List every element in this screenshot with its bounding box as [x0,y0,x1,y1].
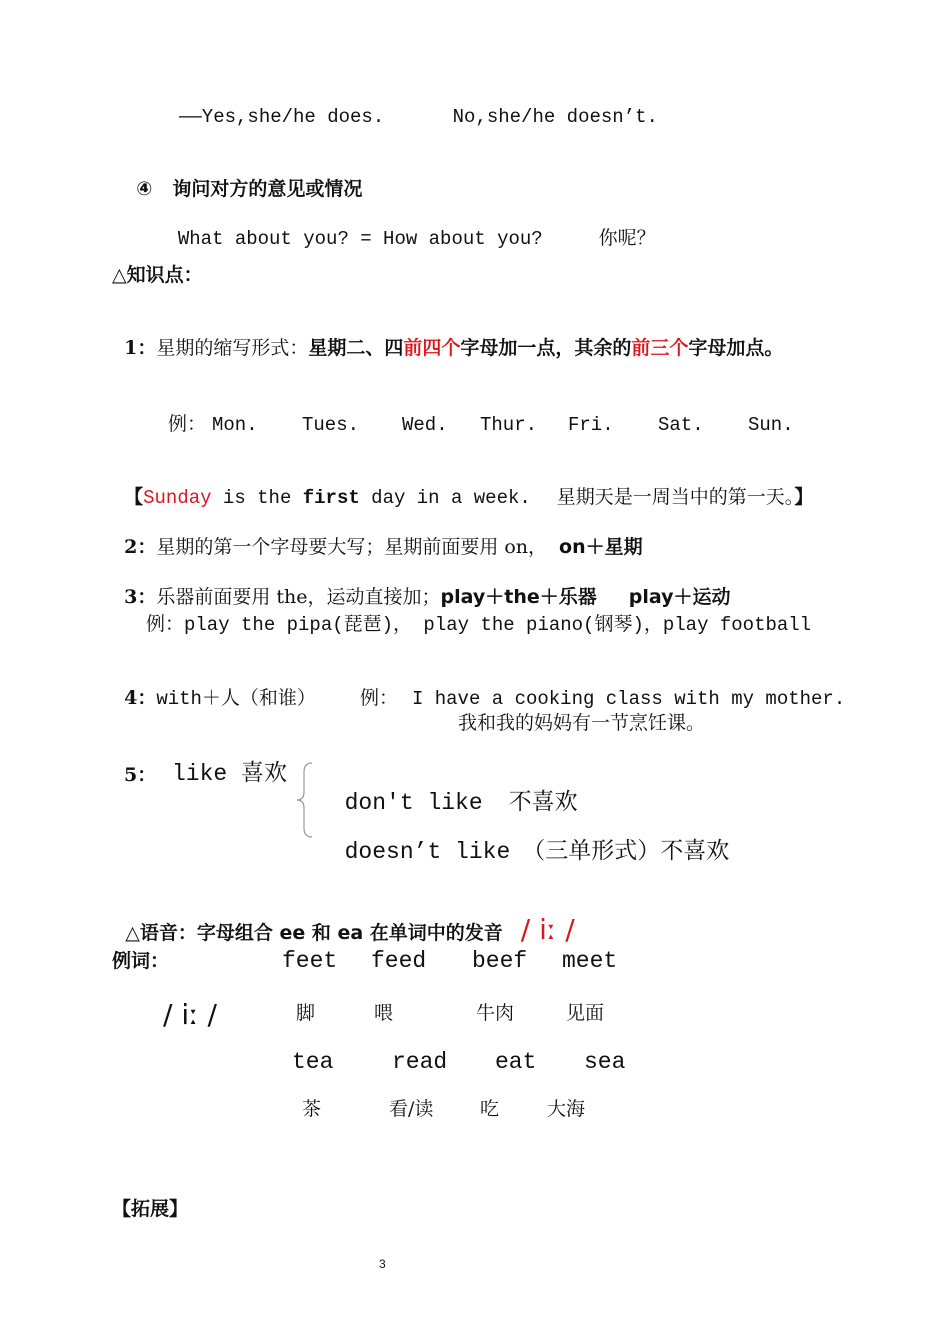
ee-word: beef [472,948,528,974]
curly-brace [294,760,318,840]
knowledge-3-text: 乐器前面要用 the，运动直接加； [156,585,441,608]
ea-chinese: 看/读 [389,1098,434,1120]
ee-word: feed [371,948,427,974]
knowledge-5-dont [330,761,578,817]
ea-chinese: 大海 [547,1098,586,1120]
ea-chinese: 茶 [302,1098,322,1120]
ea-word: eat [495,1049,537,1075]
ee-word: feet [282,948,338,974]
knowledge-3-rule-instrument: play＋the＋乐器 [440,585,597,608]
phonics-title-text: △语音：字母组合 ee 和 ea 在单词中的发音 [125,921,503,944]
knowledge-5-number: 5： [124,764,157,786]
knowledge-1-number: 1： [124,336,157,359]
day-abbr: Fri. [568,414,614,436]
day-abbr: Sat. [658,414,704,436]
extension-heading: 【拓展】 [112,1198,189,1220]
day-abbr: Sun. [748,414,794,436]
ee-chinese: 牛肉 [476,1002,515,1024]
doesnt-like-chinese: （三单形式）不喜欢 [522,837,730,864]
page-number: 3 [379,1257,386,1271]
day-abbr: Tues. [302,414,360,436]
knowledge-4-number: 4： [124,686,157,709]
knowledge-1-text-b: 星期二、四 [308,336,404,359]
knowledge-4-chinese: 我和我的妈妈有一节烹饪课。 [458,712,706,734]
knowledge-4-lead: 例： [359,686,398,709]
knowledge-4 [112,664,845,711]
answer-line: ——Yes,she/he does. No,she/he doesn’t. [179,106,658,128]
knowledge-2-rule: on＋星期 [559,535,643,558]
dont-like: don't like [344,789,483,816]
knowledge-3-number: 3： [124,585,157,608]
sunday-is-the: is the [211,486,303,509]
knowledge-3 [112,563,730,609]
knowledge-2-text: 星期的第一个字母要大写；星期前面要用 on， [156,535,548,558]
sunday-rest: day in a week. [359,486,531,509]
ea-word: sea [584,1049,626,1075]
ea-word: tea [292,1049,334,1075]
phonics-ipa: / iː / [520,912,575,946]
sunday-chinese: 星期天是一周当中的第一天。 [556,485,795,508]
first-word: first [302,486,360,509]
ipa-label: / iː / [163,998,217,1031]
section-4-title: 询问对方的意见或情况 [172,177,363,200]
knowledge-1-text-a: 星期的缩写形式： [156,336,309,359]
sunday-word: Sunday [143,486,212,509]
knowledge-1-first-three: 前三个 [631,336,689,359]
knowledge-3-example: 例：play the pipa(琵琶)， play the piano(钢琴)，play football [146,614,812,636]
phonics-title [112,890,575,946]
knowledge-3-rule-sport: play＋运动 [628,585,731,608]
knowledge-5-doesnt [330,810,729,866]
ee-chinese: 脚 [296,1002,316,1024]
ee-chinese: 喂 [374,1002,394,1024]
example-lead: 例： [168,414,207,436]
day-abbr: Wed. [402,414,448,436]
sunday-note [112,463,813,510]
knowledge-4-english: I have a cooking class with my mother. [411,687,846,710]
knowledge-1-text-f: 字母加点。 [688,336,784,359]
what-about-chinese: 你呢？ [598,227,656,250]
day-abbr: Thur. [480,414,538,436]
ea-word: read [392,1049,448,1075]
knowledge-1-first-four: 前四个 [403,336,461,359]
ee-chinese: 见面 [566,1002,605,1024]
knowledge-title: △知识点： [112,264,203,286]
knowledge-4-text: with＋人（和谁） [156,687,316,710]
section-4-number: ④ [136,177,153,200]
knowledge-1-text-d: 字母加一点，其余的 [460,336,632,359]
doesnt-like: doesn’t like [344,838,511,865]
dont-like-chinese: 不喜欢 [508,788,578,815]
knowledge-2-number: 2： [124,535,157,558]
what-about-line [155,205,656,251]
examples-label: 例词： [112,950,170,972]
knowledge-1 [112,314,783,360]
what-about-english: What about you? = How about you? [177,227,543,250]
ea-chinese: 吃 [480,1098,500,1120]
day-abbr: Mon. [212,414,258,436]
ee-word: meet [562,948,618,974]
section-4-heading [123,155,362,201]
knowledge-2 [112,513,643,559]
bracket-close: 】 [794,485,814,508]
knowledge-5-like: like 喜欢 [172,761,288,787]
bracket-open: 【 [124,485,144,508]
